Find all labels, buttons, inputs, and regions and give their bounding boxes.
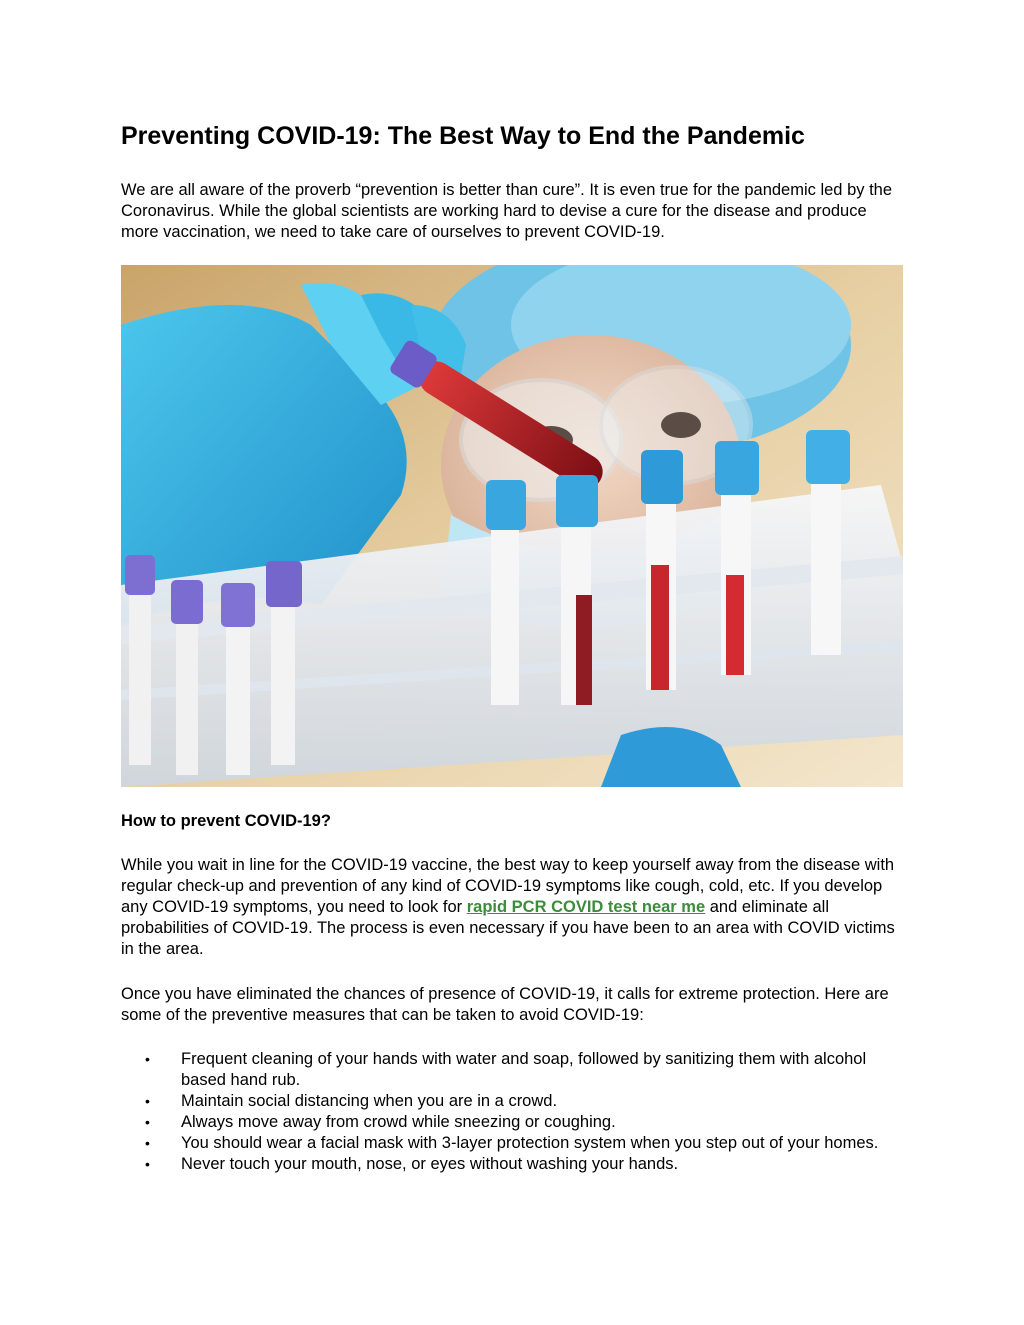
page-title: Preventing COVID-19: The Best Way to End the Pandemic	[121, 122, 805, 150]
preventive-measures-list	[121, 1049, 906, 1175]
bullet-icon: •	[145, 1093, 150, 1109]
testing-text-after-link: and eliminate all probabilities of COVID-19. The process is even necessary if you have been to an area with COVID victims in the area.	[121, 898, 895, 958]
testing-text-before-link: While you wait in line for the COVID-19 vaccine, the best way to keep yourself away from the disease with regular check-up and prevention of any kind of COVID-19 symptoms like cough, cold, etc. If you develop any COVID-19 symptoms, you need to look for	[121, 856, 895, 916]
list-item-text: You should wear a facial mask with 3-layer protection system when you step out of your homes.	[181, 1134, 879, 1152]
section-heading: How to prevent COVID-19?	[121, 812, 331, 830]
list-item	[121, 1133, 906, 1154]
lab-test-tubes-photo	[121, 265, 903, 787]
list-item-text: Frequent cleaning of your hands with water and soap, followed by sanitizing them with alcohol based hand rub.	[181, 1050, 867, 1089]
list-item-text: Maintain social distancing when you are in a crowd.	[181, 1092, 558, 1110]
list-item	[121, 1049, 906, 1091]
bullet-icon: •	[145, 1114, 150, 1130]
list-item	[121, 1091, 906, 1112]
bullet-icon: •	[145, 1135, 150, 1151]
intro-paragraph: We are all aware of the proverb “prevention is better than cure”. It is even true for the pandemic led by the Coronavirus. While the global scientists are working hard to devise a cure for the disease and produce more vaccination, we need to take care of ourselves to prevent COVID-19.	[121, 181, 893, 241]
protection-paragraph: Once you have eliminated the chances of presence of COVID-19, it calls for extreme protection. Here are some of the preventive measures that can be taken to avoid COVID-19:	[121, 985, 889, 1024]
list-item-text: Always move away from crowd while sneezing or coughing.	[181, 1113, 616, 1131]
testing-paragraph	[121, 855, 906, 960]
bullet-icon: •	[145, 1156, 150, 1172]
bullet-icon: •	[145, 1051, 150, 1067]
list-item-text: Never touch your mouth, nose, or eyes without washing your hands.	[181, 1155, 679, 1173]
list-item	[121, 1112, 906, 1133]
rapid-pcr-test-link[interactable]: rapid PCR COVID test near me	[466, 898, 706, 916]
list-item	[121, 1154, 906, 1175]
